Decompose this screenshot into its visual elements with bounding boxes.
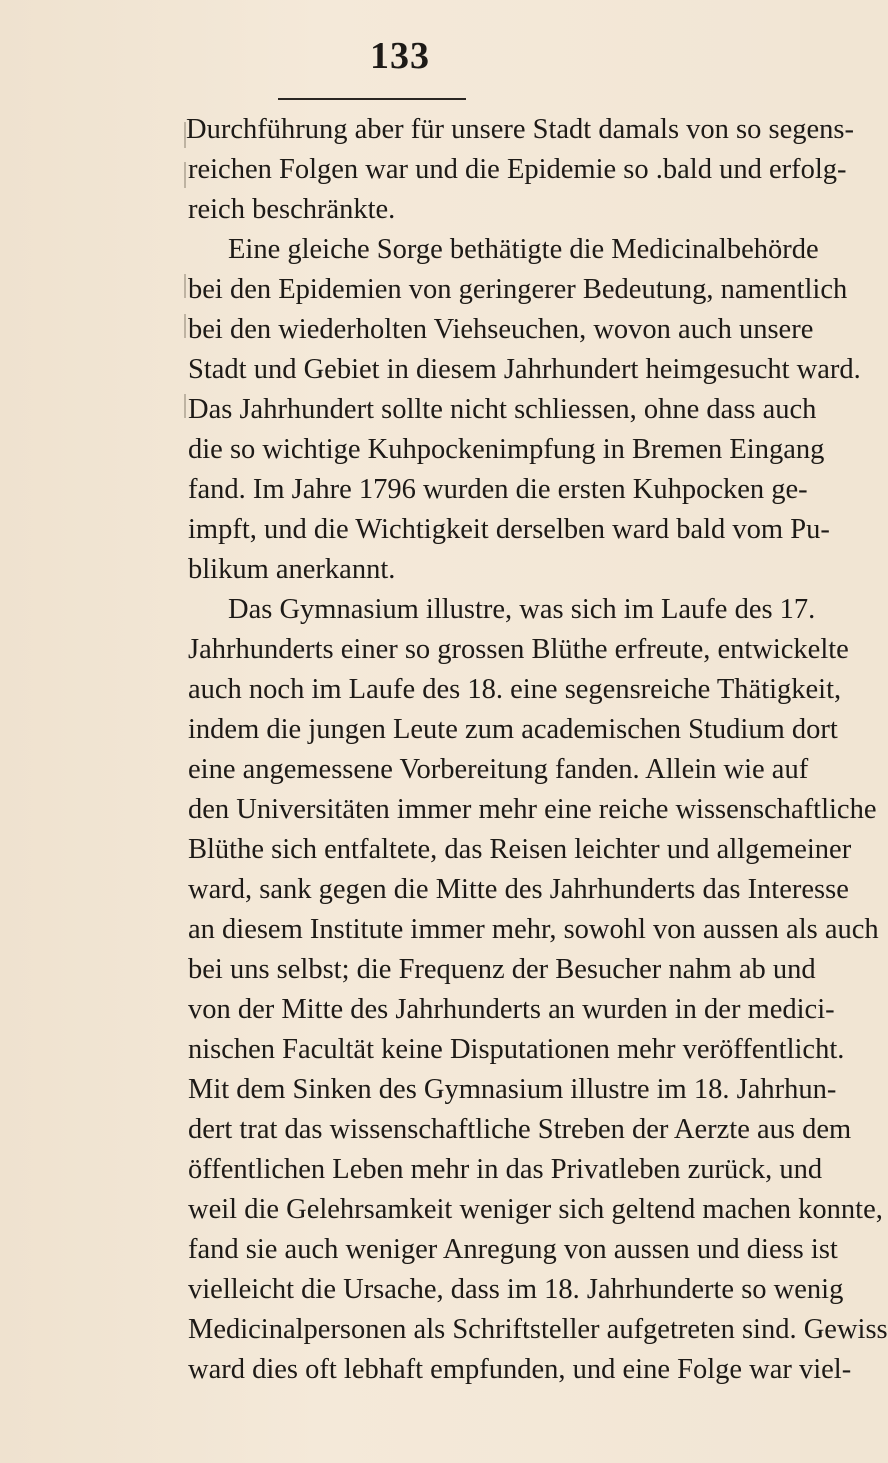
text-line: Stadt und Gebiet in diesem Jahrhundert heimgesucht ward. <box>188 354 861 385</box>
text-line: nischen Facultät keine Disputationen mehr veröffentlicht. <box>188 1034 845 1065</box>
text-line: von der Mitte des Jahrhunderts an wurden in der medici- <box>188 994 835 1025</box>
text-line: die so wichtige Kuhpockenimpfung in Bremen Eingang <box>188 434 825 465</box>
text-line: Eine gleiche Sorge bethätigte die Medicinalbehörde <box>228 234 819 265</box>
text-line: indem die jungen Leute zum academischen Studium dort <box>188 714 838 745</box>
text-line: bei den wiederholten Viehseuchen, wovon auch unsere <box>188 314 814 345</box>
text-line: reich beschränkte. <box>188 194 396 225</box>
margin-mark <box>184 162 186 188</box>
text-line: ward, sank gegen die Mitte des Jahrhunderts das Interesse <box>188 874 849 905</box>
text-line: öffentlichen Leben mehr in das Privatleben zurück, und <box>188 1154 823 1185</box>
text-line: Durchführung aber für unsere Stadt damals von so segens- <box>186 114 854 145</box>
page-number: 133 <box>370 35 430 77</box>
text-line: weil die Gelehrsamkeit weniger sich geltend machen konnte, <box>188 1194 883 1225</box>
margin-mark <box>184 274 186 298</box>
text-line: auch noch im Laufe des 18. eine segensreiche Thätigkeit, <box>188 674 842 705</box>
text-line: ward dies oft lebhaft empfunden, und eine Folge war viel- <box>188 1354 852 1385</box>
text-line: reichen Folgen war und die Epidemie so .bald und erfolg- <box>188 154 847 185</box>
text-line: Das Jahrhundert sollte nicht schliessen, ohne dass auch <box>188 394 817 425</box>
margin-mark <box>184 394 186 418</box>
text-line: Blüthe sich entfaltete, das Reisen leichter und allgemeiner <box>188 834 852 865</box>
text-line: blikum anerkannt. <box>188 554 396 585</box>
text-line: Medicinalpersonen als Schriftsteller aufgetreten sind. Gewiss <box>188 1314 888 1345</box>
header-rule <box>278 98 466 100</box>
text-line: eine angemessene Vorbereitung fanden. Allein wie auf <box>188 754 809 785</box>
text-line: fand. Im Jahre 1796 wurden die ersten Kuhpocken ge- <box>188 474 808 505</box>
text-line: den Universitäten immer mehr eine reiche wissenschaftliche <box>188 794 877 825</box>
text-line: fand sie auch weniger Anregung von aussen und diess ist <box>188 1234 838 1265</box>
text-line: Das Gymnasium illustre, was sich im Laufe des 17. <box>228 594 816 625</box>
margin-mark <box>184 122 186 148</box>
text-line: impft, und die Wichtigkeit derselben ward bald vom Pu- <box>188 514 830 545</box>
text-line: Mit dem Sinken des Gymnasium illustre im 18. Jahrhun- <box>188 1074 837 1105</box>
text-line: vielleicht die Ursache, dass im 18. Jahrhunderte so wenig <box>188 1274 844 1305</box>
text-line: an diesem Institute immer mehr, sowohl von aussen als auch <box>188 914 879 945</box>
text-line: bei den Epidemien von geringerer Bedeutung, namentlich <box>188 274 848 305</box>
text-line: Jahrhunderts einer so grossen Blüthe erfreute, entwickelte <box>188 634 849 665</box>
margin-mark <box>184 314 186 338</box>
text-line: dert trat das wissenschaftliche Streben der Aerzte aus dem <box>188 1114 852 1145</box>
text-line: bei uns selbst; die Frequenz der Besucher nahm ab und <box>188 954 816 985</box>
